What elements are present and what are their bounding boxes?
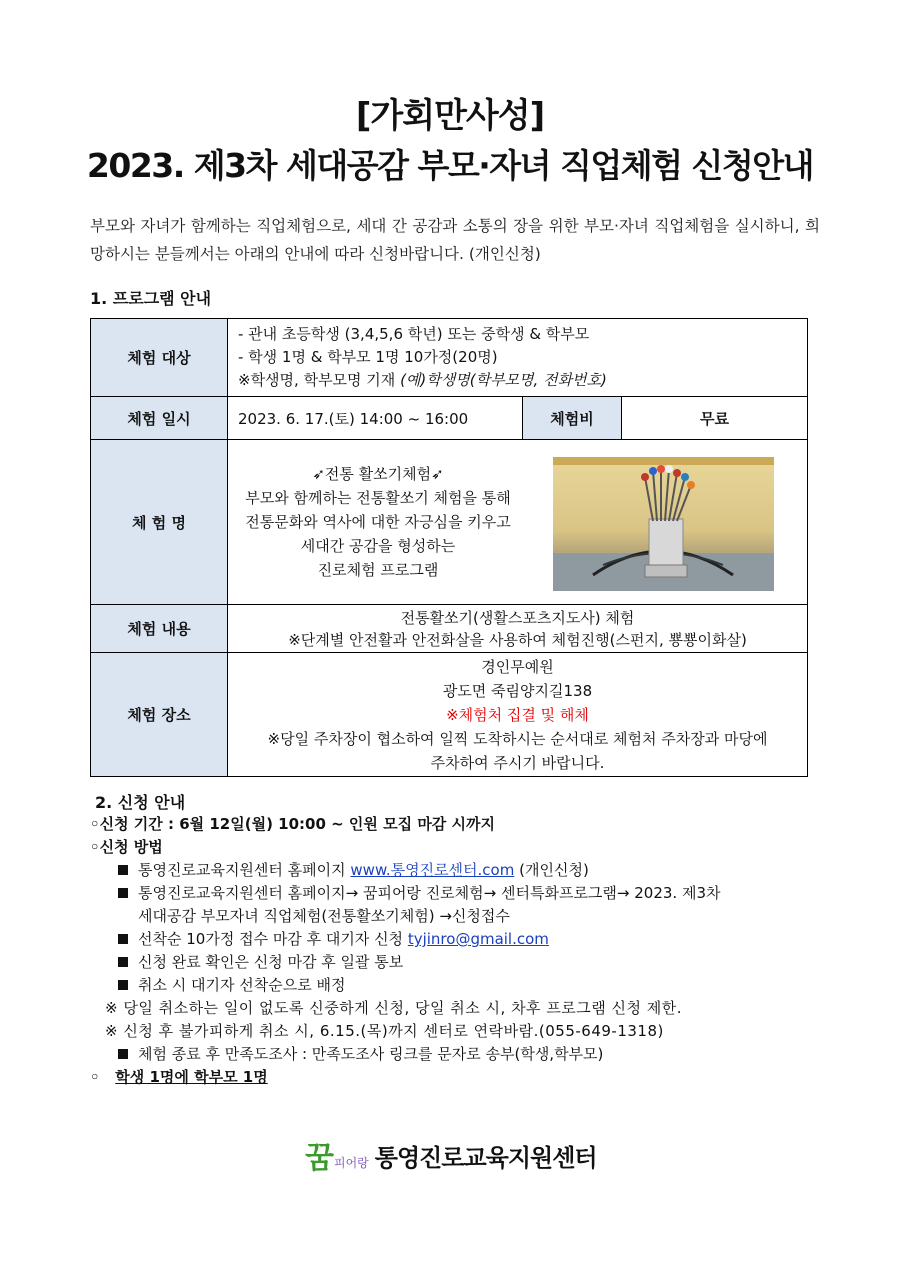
fee-value: 무료 xyxy=(622,397,808,440)
target-note: ※학생명, 학부모명 기재 (예)학생명(학부모명, 전화번호) xyxy=(238,371,607,389)
row-content xyxy=(91,605,808,653)
section-apply-heading: 2. 신청 안내 xyxy=(95,793,186,812)
name-line: 전통문화와 역사에 대한 자긍심을 키우고 xyxy=(245,513,511,531)
place-address: 광도면 죽림양지길138 xyxy=(442,681,593,700)
apply-item-path: 통영진로교육지원센터 홈페이지→ 꿈피어랑 진로체험→ 센터특화프로그램→ 2023. 제3차 xyxy=(90,882,830,905)
place-parking-note: 주차하여 주시기 바랍니다. xyxy=(430,753,605,772)
apply-note-cancel: ※ 당일 취소하는 일이 없도록 신중하게 신청, 당일 취소 시, 차후 프로그램 신청 제한. xyxy=(105,999,683,1017)
intro-paragraph: 부모와 자녀가 함께하는 직업체험으로, 세대 간 공감과 소통의 장을 위한 부모·자녀 직업체험을 실시하니, 희망하시는 분들께서는 아래의 안내에 따라 신청바랍니다. (개인신청) xyxy=(90,217,820,263)
bullet-icon xyxy=(118,934,128,944)
apply-item-confirm: 신청 완료 확인은 신청 마감 후 일괄 통보 xyxy=(90,951,830,974)
date-head: 체험 일시 xyxy=(91,397,228,440)
target-line: - 학생 1명 & 학부모 1명 10가정(20명) xyxy=(238,348,498,366)
footer-logo xyxy=(305,1135,597,1175)
target-line: - 관내 초등학생 (3,4,5,6 학년) 또는 중학생 & 학부모 xyxy=(238,325,590,343)
name-head: 체 험 명 xyxy=(91,440,228,605)
row-target xyxy=(91,319,808,397)
apply-item-cancel: 취소 시 대기자 선착순으로 배정 xyxy=(90,974,830,997)
document-title: 2023. 제3차 세대공감 부모·자녀 직업체험 신청안내 xyxy=(86,146,814,185)
circle-bullet-icon: ◦ xyxy=(90,1068,100,1086)
apply-rule-text: 학생 1명에 학부모 1명 xyxy=(115,1068,268,1086)
place-head: 체험 장소 xyxy=(91,653,228,777)
target-cell xyxy=(228,319,808,397)
homepage-link[interactable]: www.통영진로센터.com xyxy=(350,861,515,879)
content-note: ※단계별 안전활과 안전화살을 사용하여 체험진행(스펀지, 뿅뿅이화살) xyxy=(288,630,747,649)
place-gather-note: ※체험처 집결 및 해체 xyxy=(446,705,589,724)
name-line: 부모와 함께하는 전통활쏘기 체험을 통해 xyxy=(245,489,511,507)
content-head: 체험 내용 xyxy=(91,605,228,653)
archery-equipment-image xyxy=(553,457,774,591)
apply-item-homepage: 통영진로교육지원센터 홈페이지 www.통영진로센터.com (개인신청) xyxy=(90,859,830,882)
place-cell xyxy=(228,653,808,777)
date-value: 2023. 6. 17.(토) 14:00 ~ 16:00 xyxy=(228,397,523,440)
target-head: 체험 대상 xyxy=(91,319,228,397)
place-parking-note: ※당일 주차장이 협소하여 일찍 도착하시는 순서대로 체험처 주차장과 마당에 xyxy=(267,729,768,748)
bullet-icon xyxy=(118,865,128,875)
apply-rule xyxy=(90,1066,830,1089)
section-program-heading: 1. 프로그램 안내 xyxy=(90,289,212,308)
bullet-icon xyxy=(118,1049,128,1059)
bullet-icon xyxy=(118,888,128,898)
target-note-example: (예)학생명(학부모명, 전화번호) xyxy=(400,371,607,389)
apply-period: ◦신청 기간 : 6월 12일(월) 10:00 ~ 인원 모집 마감 시까지 xyxy=(90,815,495,833)
name-title: ➶전통 활쏘기체험➶ xyxy=(312,465,444,483)
bullet-icon xyxy=(118,957,128,967)
row-place xyxy=(91,653,808,777)
email-link[interactable]: tyjinro@gmail.com xyxy=(407,930,549,948)
name-line: 세대간 공감을 형성하는 xyxy=(300,537,456,555)
bullet-icon xyxy=(118,980,128,990)
fee-head: 체험비 xyxy=(523,397,622,440)
apply-note-contact: ※ 신청 후 불가피하게 취소 시, 6.15.(목)까지 센터로 연락바람.(055-649-1318) xyxy=(105,1022,664,1040)
apply-item-waitlist: 선착순 10가정 접수 마감 후 대기자 신청 tyjinro@gmail.com xyxy=(90,928,830,951)
apply-list xyxy=(90,813,830,1089)
archery-photo xyxy=(553,457,774,591)
row-date xyxy=(91,397,808,440)
logo-main: 꿈 xyxy=(305,1141,334,1176)
apply-item-path-cont: 세대공감 부모자녀 직업체험(전통활쏘기체험) →신청접수 xyxy=(138,907,510,925)
place-name: 경인무예원 xyxy=(481,657,554,676)
name-line: 진로체험 프로그램 xyxy=(317,561,439,579)
center-name: 통영진로교육지원센터 xyxy=(374,1143,597,1172)
logo-sub: 피어랑 xyxy=(333,1155,369,1170)
apply-item-survey: 체험 종료 후 만족도조사 : 만족도조사 링크를 문자로 송부(학생,학부모) xyxy=(90,1043,830,1066)
apply-method-heading: ◦신청 방법 xyxy=(90,838,163,856)
content-cell xyxy=(228,605,808,653)
content-line: 전통활쏘기(생활스포츠지도사) 체험 xyxy=(400,608,635,627)
document-tag: [가회만사성] xyxy=(355,96,545,136)
